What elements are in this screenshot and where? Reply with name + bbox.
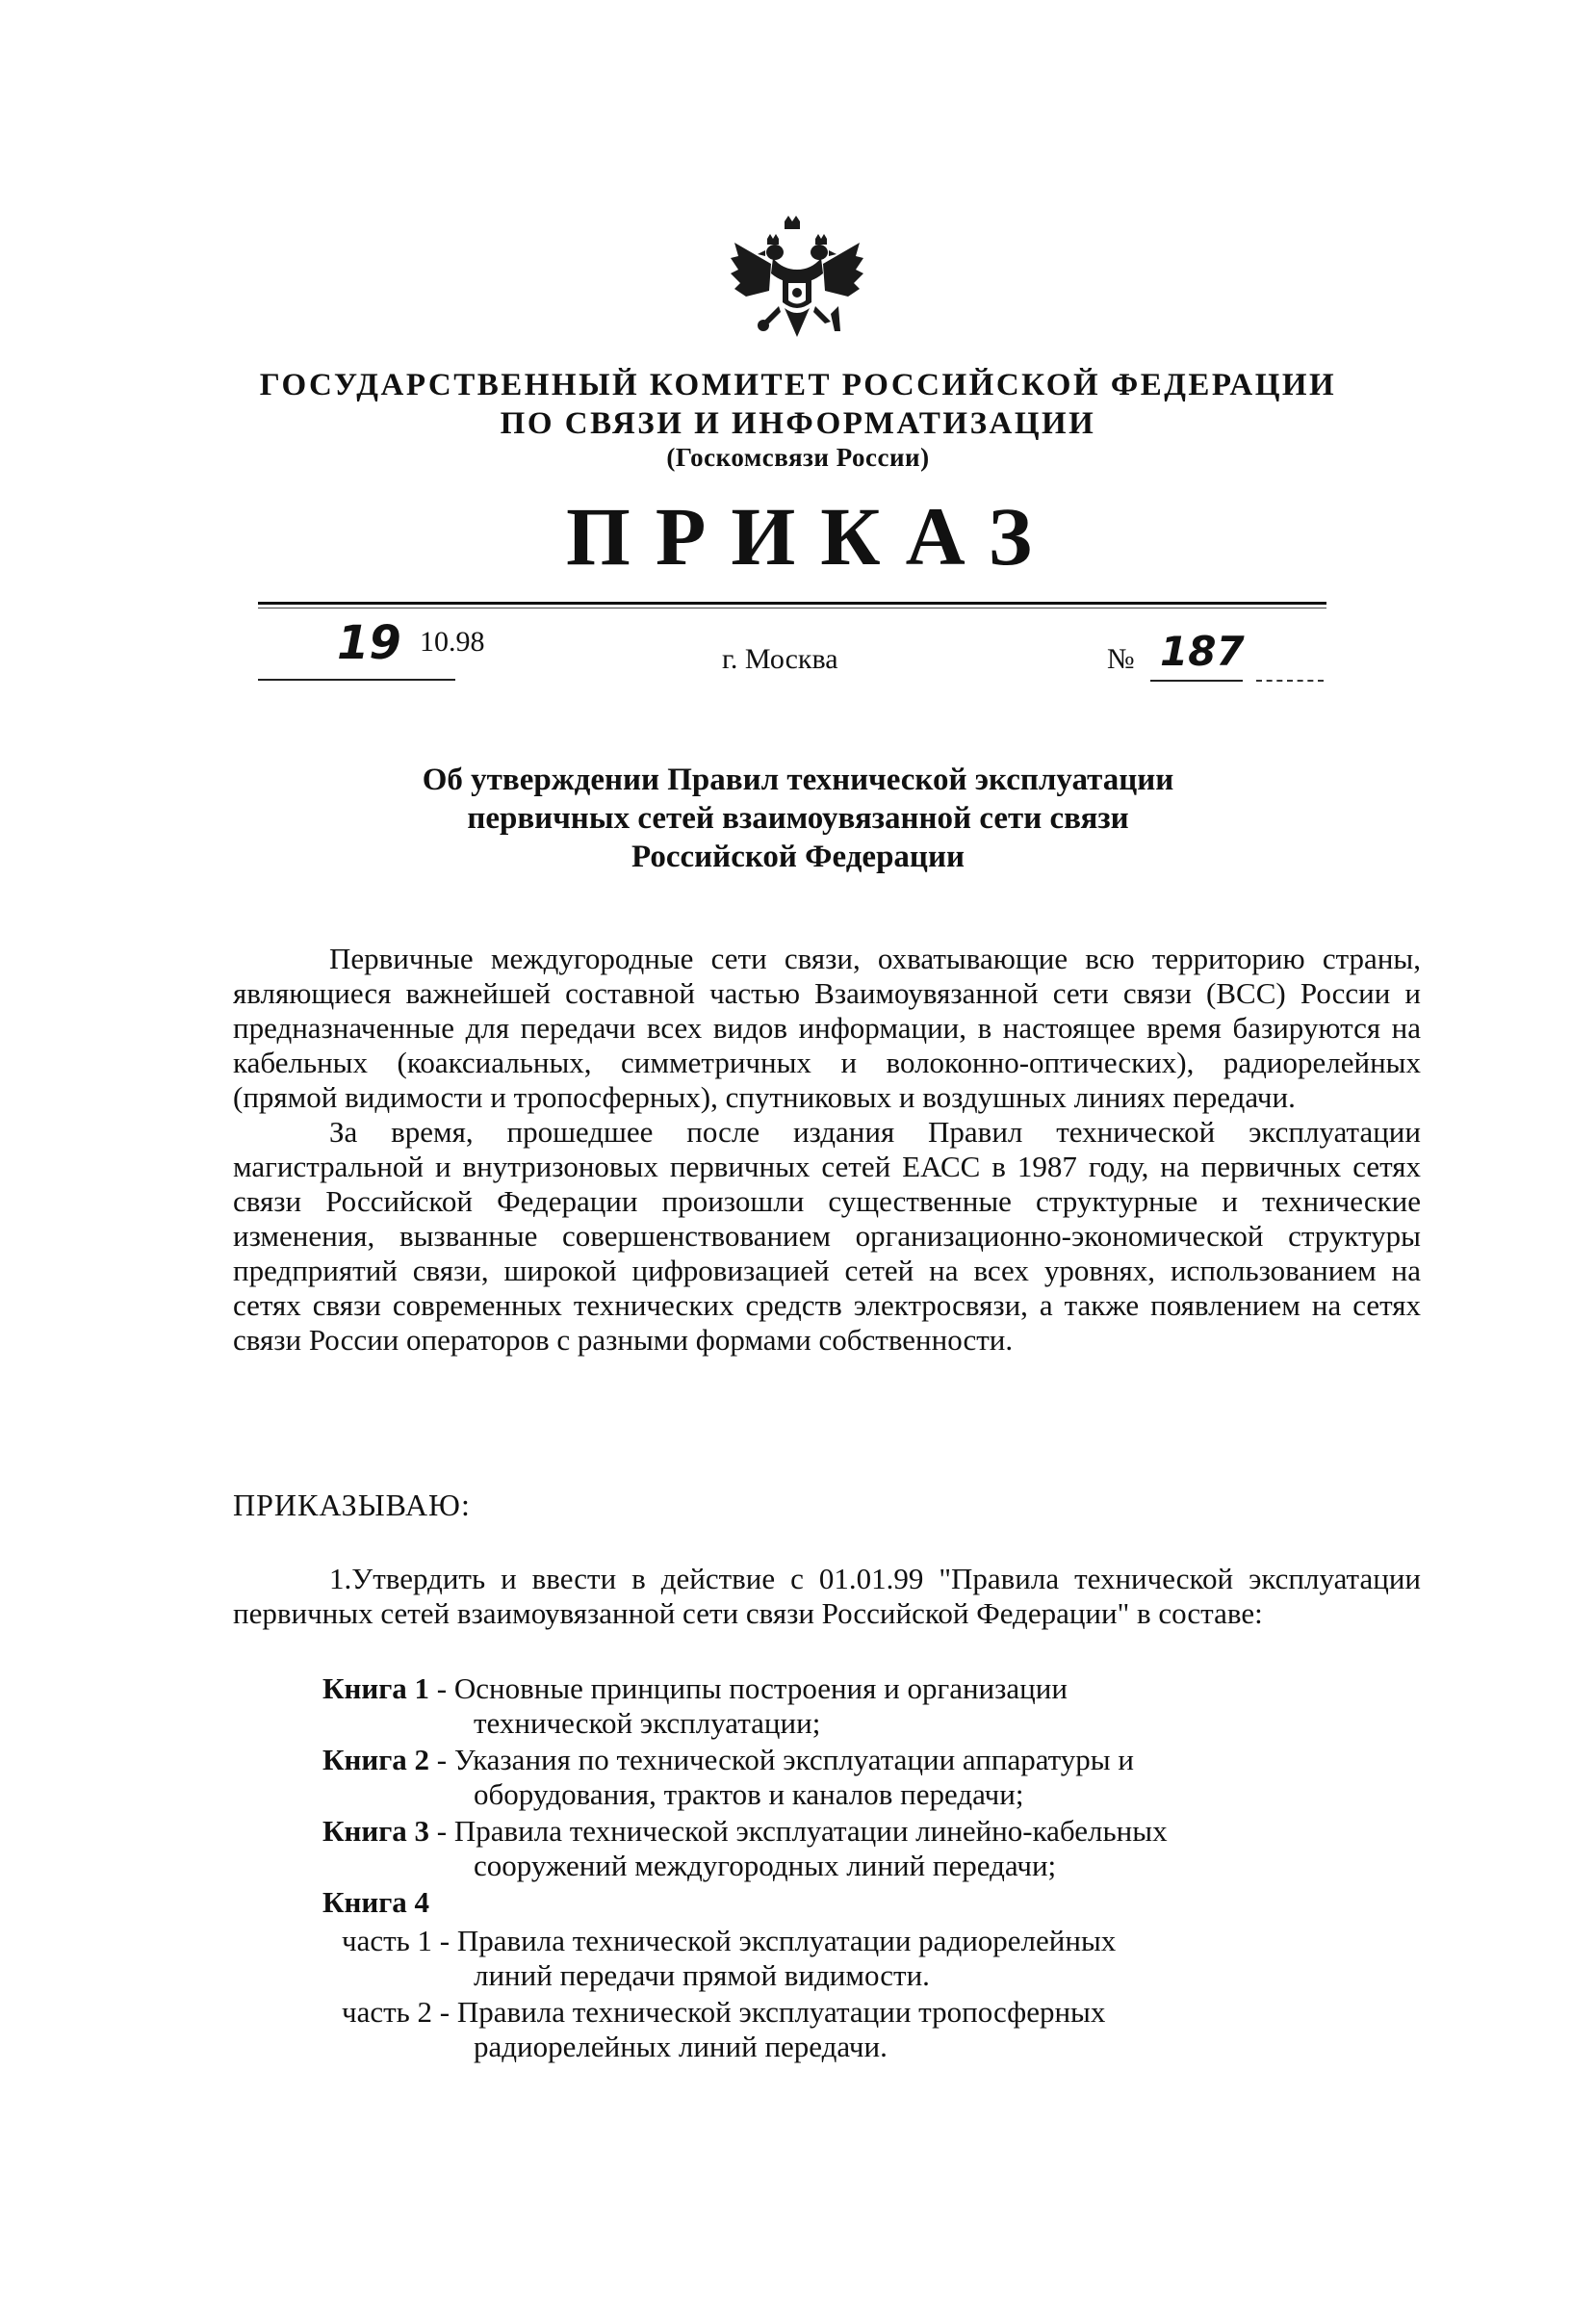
order-word: ПРИКАЗЫВАЮ: <box>233 1488 471 1522</box>
book-1-text-line2: технической эксплуатации; <box>474 1706 821 1740</box>
org-short-name: (Госкомсвязи России) <box>666 443 930 472</box>
date-underline <box>258 679 455 681</box>
number-underline <box>1150 680 1243 682</box>
document-title: ПРИКАЗ <box>565 490 1058 582</box>
subject-line2: первичных сетей взаимоувязанной сети связи <box>467 801 1129 836</box>
number-dash-line <box>1256 680 1324 682</box>
order-number-handwritten: 187 <box>1160 628 1245 675</box>
book-4-label: Книга 4 <box>322 1885 430 1919</box>
book-2-label: Книга 2 - Указания по технической эксплуатации аппаратуры и <box>322 1743 1134 1776</box>
date-day-handwritten: 19 <box>337 616 401 670</box>
subject-line3: Российской Федерации <box>631 840 965 874</box>
coat-of-arms-emblem <box>725 214 869 358</box>
book-1-label: Книга 1 - Основные принципы построения и организации <box>322 1671 1068 1705</box>
book-2-text-line1: Указания по технической эксплуатации аппаратуры и <box>453 1743 1134 1776</box>
org-name-line1: ГОСУДАРСТВЕННЫЙ КОМИТЕТ РОССИЙСКОЙ ФЕДЕРАЦИИ <box>259 368 1337 402</box>
book-4-part-1-line1: Правила технической эксплуатации радиорелейных <box>456 1924 1117 1957</box>
book-4-part-2-line2: радиорелейных линий передачи. <box>474 2030 888 2063</box>
item-1 <box>233 1562 1421 1631</box>
item-1-text: 1.Утвердить и ввести в действие с 01.01.99 "Правила технической эксплуатации первичных сетей взаимоувязанной сети связи Российской Федерации" в составе: <box>233 1562 1421 1630</box>
book-1-text-line1: Основные принципы построения и организации <box>453 1671 1068 1705</box>
preamble <box>233 942 1421 1358</box>
city: г. Москва <box>722 643 838 675</box>
number-label: № <box>1107 643 1135 675</box>
preamble-paragraph-2: За время, прошедшее после издания Правил технической эксплуатации магистральной и внутризоновых первичных сетей ЕАСС в 1987 году, на первичных сетях связи Российской Федерации произошли существенные структурные и технические изменения, вызванные совершенствованием организационно-экономической структуры предприятий связи, широкой цифровизацией сетей на всех уровнях, использованием на сетях связи современных технических средств электросвязи, а также появлением на сетях связи России операторов с разными формами собственности. <box>233 1115 1421 1357</box>
book-2-text-line2: оборудования, трактов и каналов передачи; <box>474 1777 1024 1811</box>
book-3-text-line2: сооружений междугородных линий передачи; <box>474 1849 1057 1882</box>
preamble-paragraph-1: Первичные междугородные сети связи, охватывающие всю территорию страны, являющиеся важнейшей составной частью Взаимоувязанной сети связи (ВСС) России и предназначенные для передачи всех видов информации, в настоящее время базируются на кабельных (коаксиальных, симметричных и волоконно-оптических), радиорелейных (прямой видимости и тропосферных), спутниковых и воздушных линиях передачи. <box>233 942 1421 1114</box>
date-rest: 10.98 <box>420 626 485 658</box>
book-4-part-1-line2: линий передачи прямой видимости. <box>474 1958 930 1992</box>
org-name-line2: ПО СВЯЗИ И ИНФОРМАТИЗАЦИИ <box>500 406 1096 441</box>
subject-line1: Об утверждении Правил технической эксплуатации <box>422 763 1174 797</box>
book-3-text-line1: Правила технической эксплуатации линейно-кабельных <box>453 1814 1168 1848</box>
book-4-part-2: часть 2 - Правила технической эксплуатации тропосферных <box>342 1995 1106 2029</box>
book-3-label: Книга 3 - Правила технической эксплуатации линейно-кабельных <box>322 1814 1168 1848</box>
book-4-part-2-line1: Правила технической эксплуатации тропосферных <box>456 1995 1106 2029</box>
header-divider <box>258 602 1326 605</box>
book-4-part-1: часть 1 - Правила технической эксплуатации радиорелейных <box>342 1924 1117 1957</box>
